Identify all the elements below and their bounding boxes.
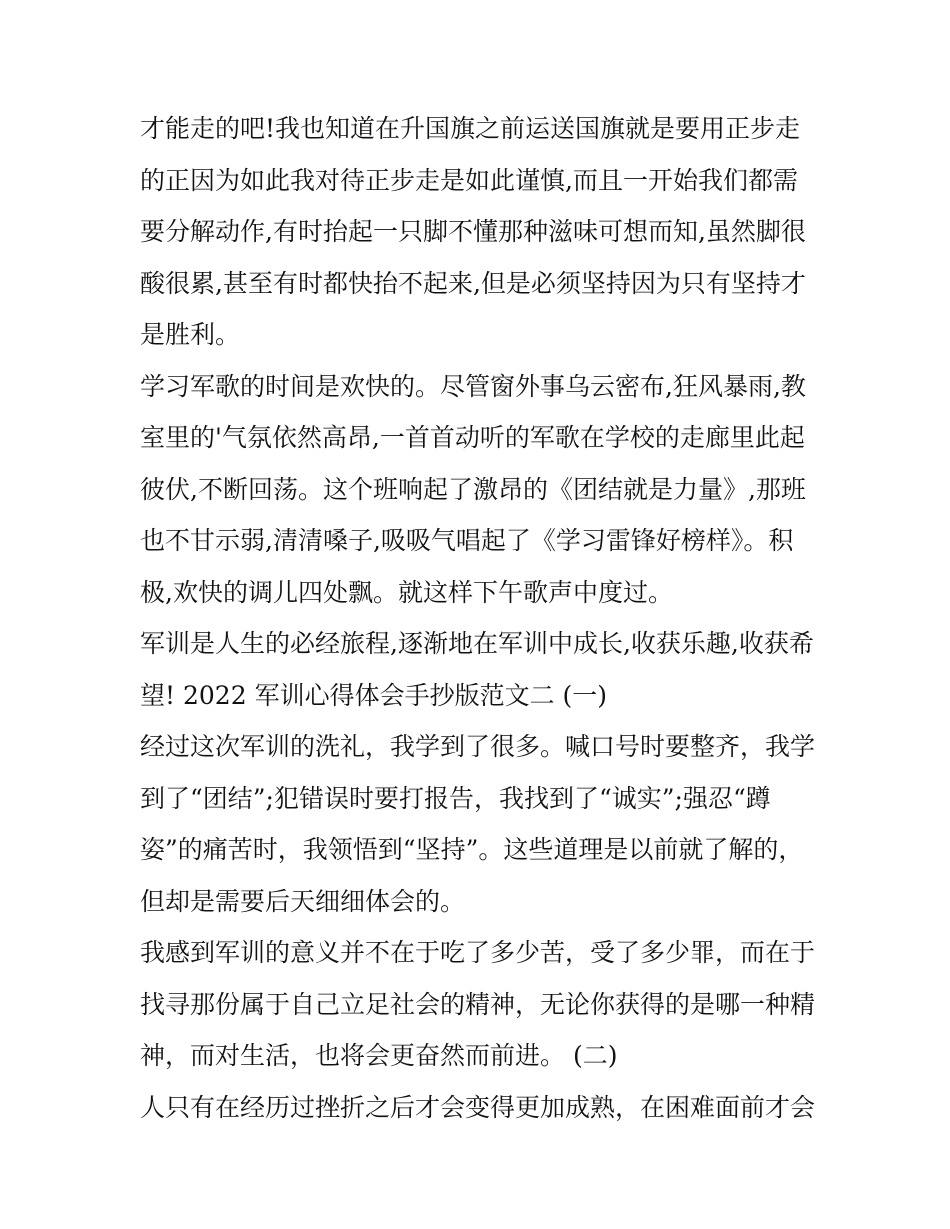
- text-line: 的正因为如此我对待正步走是如此谨慎,而且一开始我们都需: [140, 165, 798, 195]
- text-line: 是胜利。: [140, 320, 241, 349]
- text-line: 军训是人生的必经旅程,逐渐地在军训中成长,收获乐趣,收获希: [140, 629, 814, 658]
- text-line: 学习军歌的时间是欢快的。尽管窗外事乌云密布,狂风暴雨,教: [140, 371, 806, 401]
- text-line: 我感到军训的意义并不在于吃了多少苦，受了多少罪，而在于: [140, 938, 816, 967]
- text-line: 经过这次军训的洗礼，我学到了很多。喊口号时要整齐，我学: [140, 732, 816, 761]
- text-line: 极,欢快的调儿四处飘。就这样下午歌声中度过。: [140, 577, 673, 607]
- document-body: [140, 103, 820, 1133]
- text-line: 到了“团结”;犯错误时要打报告，我找到了“诚实”;强忍“蹲: [140, 783, 771, 813]
- text-line: 室里的'气氛依然高昂,一首首动听的军歌在学校的走廊里此起: [140, 423, 805, 452]
- text-line: 也不甘示弱,清清嗓子,吸吸气唱起了《学习雷锋好榜样》。积: [140, 526, 794, 555]
- text-line: 才能走的吧!我也知道在升国旗之前运送国旗就是要用正步走: [140, 114, 801, 143]
- text-line: 姿”的痛苦时，我领悟到“坚持”。这些道理是以前就了解的，: [140, 835, 804, 864]
- text-line: 望! 2022 军训心得体会手抄版范文二 (一): [140, 680, 608, 710]
- text-line: 人只有在经历过挫折之后才会变得更加成熟，在困难面前才会: [140, 1092, 816, 1122]
- text-line: 但却是需要后天细细体会的。: [140, 886, 466, 916]
- text-line: 彼伏,不断回荡。这个班响起了激昂的《团结就是力量》,那班: [140, 474, 806, 504]
- text-line: 找寻那份属于自己立足社会的精神，无论你获得的是哪一种精: [140, 989, 816, 1019]
- text-line: 神，而对生活，也将会更奋然而前进。 (二): [140, 1041, 618, 1070]
- text-line: 酸很累,甚至有时都快抬不起来,但是必须坚持因为只有坚持才: [140, 268, 806, 298]
- text-line: 要分解动作,有时抬起一只脚不懂那种滋味可想而知,虽然脚很: [140, 217, 806, 246]
